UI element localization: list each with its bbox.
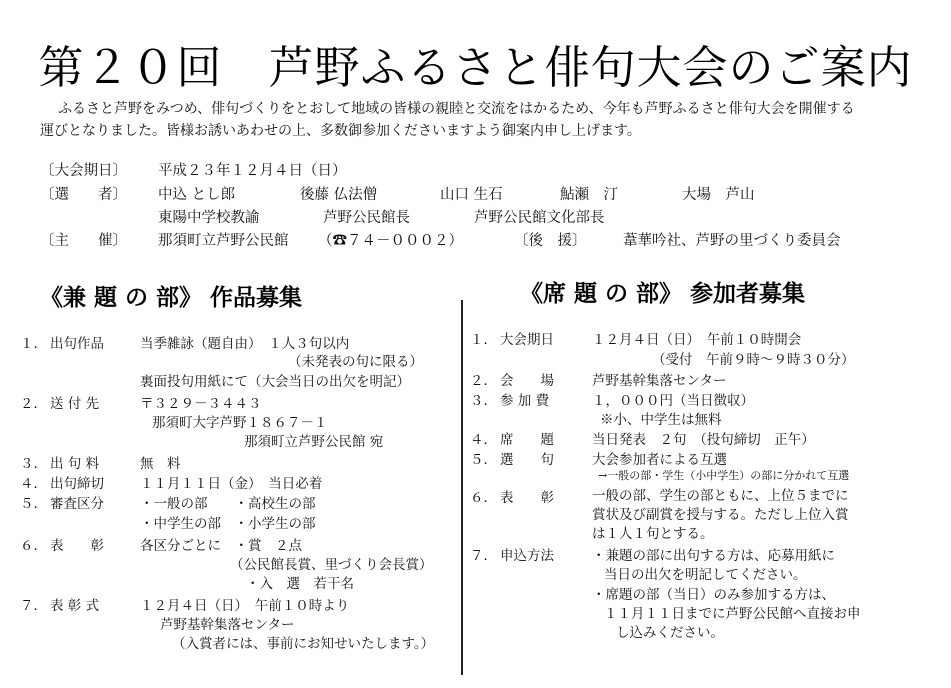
right-item-no: ６． [470, 490, 497, 506]
left-item-no: ５． [20, 496, 47, 512]
left-item-text: １１月１１日（金） 当日必着 [140, 476, 323, 492]
left-item-label: 出句作品 [50, 336, 104, 352]
selector-4: 鮎瀬 汀 [560, 187, 618, 203]
selector-5: 大場 芦山 [682, 187, 755, 203]
left-item-label: 表 彰 [50, 538, 104, 554]
left-item-no: １． [20, 336, 47, 352]
left-item-text: 芦野基幹集落センター [160, 617, 295, 633]
right-item-text: 当日の出欠を明記してください。 [604, 567, 807, 583]
support-label: 〔後 援〕 [514, 233, 587, 249]
left-section-heading: 《兼 題 の 部》 作品募集 [40, 285, 303, 311]
selector-3: 山口 生石 [440, 187, 503, 203]
right-item-text: 賞状及び副賞を授与する。ただし上位入賞 [592, 507, 849, 523]
left-item-no: ７． [20, 598, 47, 614]
host-label: 〔主 催〕 [40, 233, 127, 249]
column-divider [461, 300, 463, 675]
left-item-no: ３． [20, 456, 47, 472]
left-item-label: 審査区分 [50, 496, 104, 512]
left-item-label: 出 句 料 [50, 456, 100, 472]
left-item-text: 〒３２９－３４４３ [140, 396, 262, 412]
right-item-text: は１人１句とする。 [592, 526, 714, 542]
phone-number: （☎７４－０００２） [318, 233, 463, 249]
intro-line-1: ふるさと芦野をみつめ、俳句づくりをとおして地域の皆様の親睦と交流をはかるため、今年も芦野ふるさと俳句大会を開催する [58, 101, 855, 117]
right-item-text: 芦野基幹集落センター [592, 373, 727, 389]
right-item-text: １，０００円（当日徴収） [592, 393, 754, 409]
page-title: 第２０回 芦野ふるさと俳句大会のご案内 [38, 41, 913, 94]
left-item-text: 当季雑詠（題自由） １人３句以内 [140, 336, 350, 352]
right-item-no: ３． [470, 393, 497, 409]
left-item-text: 那須町大字芦野１８６７－１ [152, 415, 328, 431]
left-item-label: 表 彰 式 [50, 598, 100, 614]
right-item-text: 当日発表 ２句 （投句締切 正午） [592, 432, 815, 448]
right-item-text: ・席題の部（当日）のみ参加する方は、 [592, 587, 835, 603]
right-item-no: １． [470, 332, 497, 348]
right-item-note: →一般の部・学生（小中学生）の部に分かれて互選 [598, 469, 850, 482]
left-item-text: １２月４日（日） 午前１０時より [140, 598, 350, 614]
right-item-text: 大会参加者による互選 [592, 452, 727, 468]
intro-line-2: 運びとなりました。皆様お誘いあわせの上、多数御参加くださいますよう御案内申し上げます。 [40, 123, 641, 139]
selector-role-1: 東陽中学校教諭 [158, 210, 260, 226]
right-item-text: し込みください。 [616, 625, 724, 641]
right-item-text: １１月１１日までに芦野公民館へ直接お申 [604, 606, 861, 622]
right-item-label: 席 題 [500, 432, 554, 448]
right-section-heading: 《席 題 の 部》 参加者募集 [520, 281, 806, 307]
right-item-text: １２月４日（日） 午前１０時開会 [592, 332, 802, 348]
right-item-label: 表 彰 [500, 490, 554, 506]
left-item-no: ６． [20, 538, 47, 554]
right-item-label: 申込方法 [500, 548, 554, 564]
right-item-label: 会 場 [500, 373, 554, 389]
left-item-text: 各区分ごとに ・賞 ２点 [140, 538, 302, 554]
selector-role-2: 芦野公民館長 [323, 210, 410, 226]
left-item-label: 送 付 先 [50, 396, 100, 412]
right-item-text: ※小、中学生は無料 [600, 412, 722, 428]
right-item-text: 一般の部、学生の部ともに、上位５までに [592, 488, 849, 504]
support-value: 葦華吟社、芦野の里づくり委員会 [623, 233, 841, 249]
left-item-text: 那須町立芦野公民館 宛 [244, 434, 384, 450]
right-item-label: 選 句 [500, 452, 554, 468]
right-item-text: ・兼題の部に出句する方は、応募用紙に [592, 548, 835, 564]
date-label: 〔大会期日〕 [40, 163, 127, 179]
right-item-text: （受付 午前９時～９時３０分） [652, 352, 855, 368]
date-value: 平成２３年１２月４日（日） [158, 163, 347, 179]
left-item-label: 出句締切 [50, 476, 104, 492]
left-item-text: ・一般の部 ・高校生の部 [140, 496, 316, 512]
left-item-no: ２． [20, 396, 47, 412]
left-item-text: ・中学生の部 ・小学生の部 [140, 516, 316, 532]
selector-1: 中込 とし郎 [158, 187, 236, 203]
left-item-text: 無 料 [140, 456, 181, 472]
right-item-no: ５． [470, 452, 497, 468]
right-item-no: ７． [470, 548, 497, 564]
left-item-text: （入賞者には、事前にお知せいたします。） [172, 636, 435, 652]
right-item-label: 参 加 費 [500, 393, 550, 409]
right-item-no: ４． [470, 432, 497, 448]
left-item-text: （公民館長賞、里づくり会長賞） [230, 557, 433, 573]
left-item-text: （未発表の句に限る） [288, 354, 423, 370]
host-value: 那須町立芦野公民館 [158, 233, 289, 249]
selectors-label: 〔選 者〕 [40, 187, 127, 203]
right-item-no: ２． [470, 373, 497, 389]
left-item-text: 裏面投句用紙にて（大会当日の出欠を明記） [140, 374, 410, 390]
left-item-text: ・入 選 若干名 [246, 576, 354, 592]
selector-2: 後藤 仏法僧 [300, 187, 378, 203]
selector-role-3: 芦野公民館文化部長 [474, 210, 605, 226]
right-item-label: 大会期日 [500, 332, 554, 348]
left-item-no: ４． [20, 476, 47, 492]
